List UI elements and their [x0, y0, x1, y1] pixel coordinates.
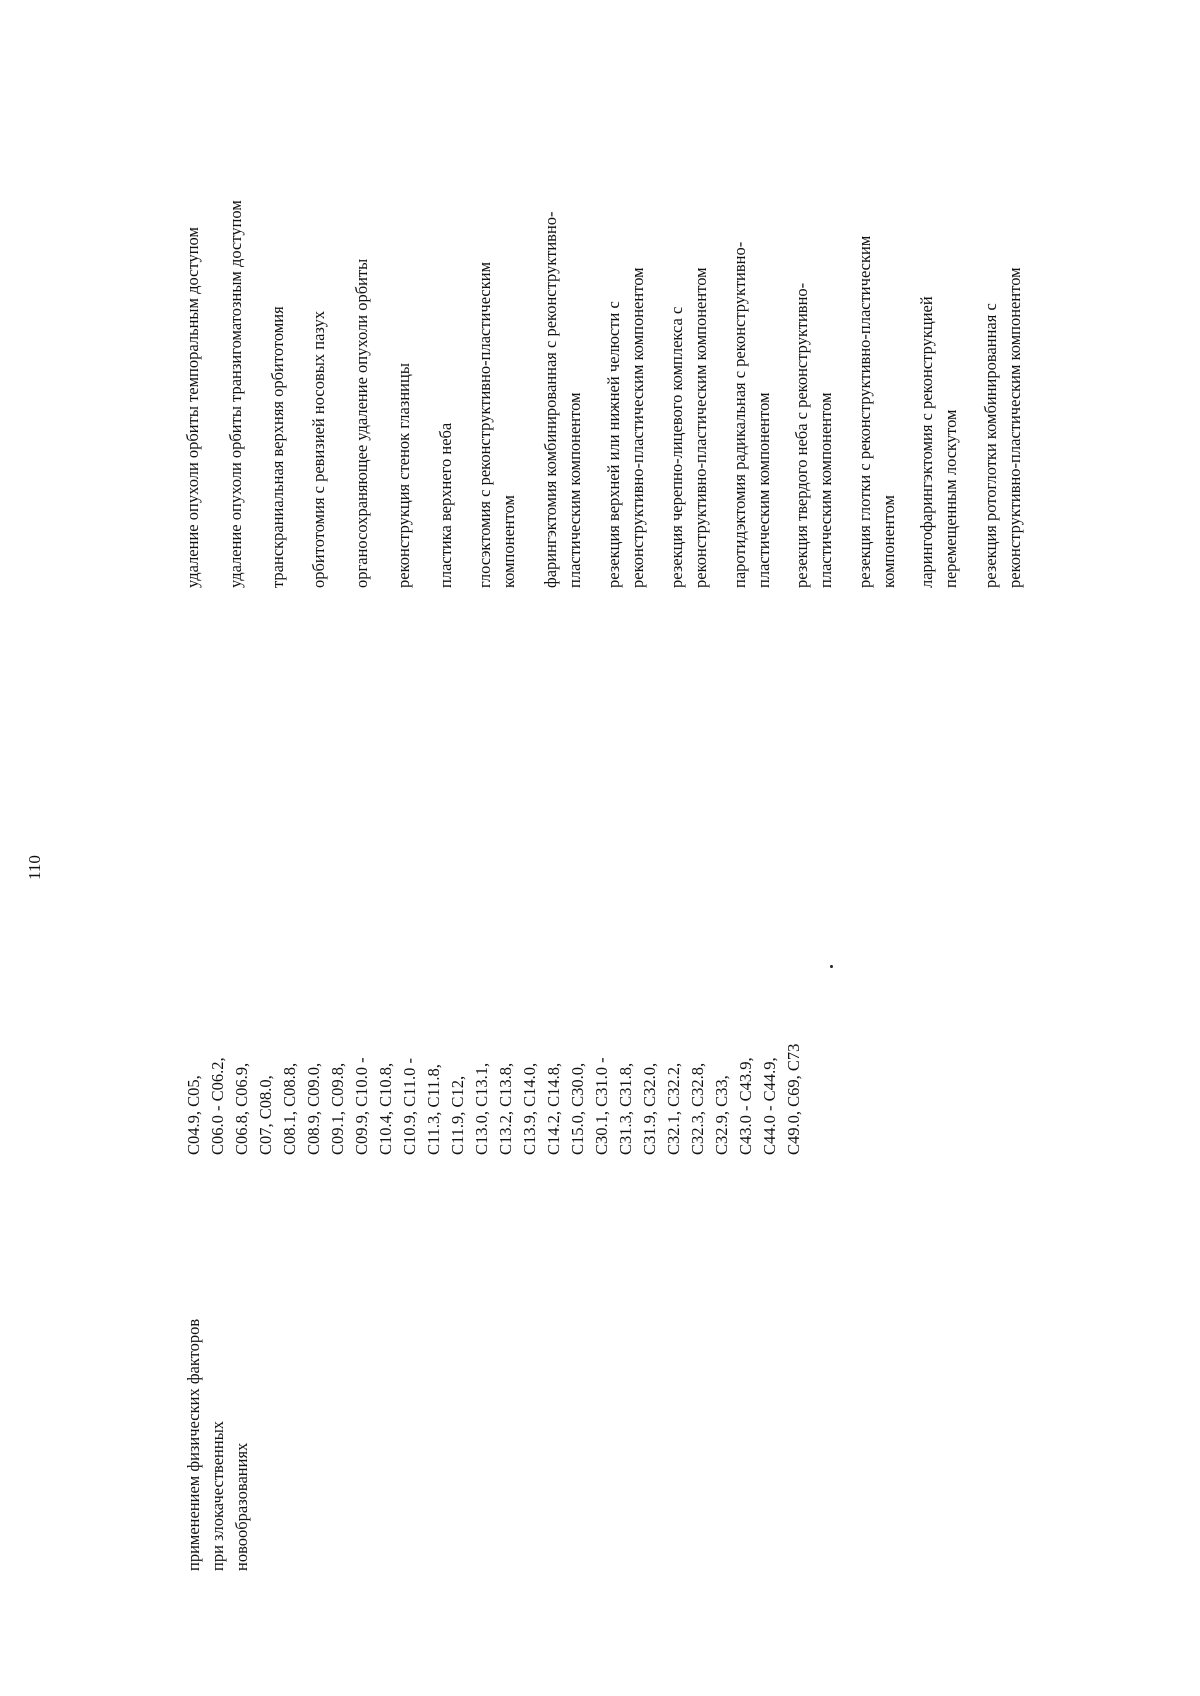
code-line: C14.2, C14.8, — [544, 1062, 563, 1155]
code-line: C11.3, C11.8, — [424, 1064, 443, 1155]
code-line: C49.0, C69, C73 — [784, 1043, 803, 1155]
procedure-line: органосохраняющее удаление опухоли орбиты — [352, 258, 371, 588]
procedure-line: компонентом — [879, 495, 898, 588]
procedure-item — [790, 283, 838, 588]
procedure-item — [266, 306, 290, 588]
code-line: C43.0 - C43.9, — [736, 1057, 755, 1155]
procedure-line: орбитотомия с ревизией носовых пазух — [309, 310, 328, 588]
procedure-line: фарингэктомия комбинированная с реконструктивно- — [541, 211, 560, 588]
procedure-line: реконструктивно-пластическим компонентом — [691, 267, 710, 588]
page-number: 110 — [25, 855, 44, 880]
procedure-line: реконструктивно-пластическим компонентом — [1005, 267, 1024, 588]
procedure-item — [979, 267, 1027, 588]
code-line: C06.8, C06.9, — [232, 1062, 251, 1155]
code-line: C10.9, C11.0 - — [400, 1057, 419, 1155]
code-line: C32.3, C32.8, — [688, 1062, 707, 1155]
code-line: C32.9, C33, — [712, 1075, 731, 1155]
procedure-line: пластика верхнего неба — [436, 422, 455, 588]
code-line: C09.9, C10.0 - — [352, 1057, 371, 1155]
procedure-line: резекция верхней или нижней челюсти с — [604, 301, 623, 588]
procedure-item — [665, 267, 713, 588]
condition-text — [182, 1319, 254, 1571]
scan-dot — [830, 965, 833, 968]
procedure-line: удаление опухоли орбиты темпоральным доступом — [183, 227, 202, 588]
code-line: C09.1, C09.8, — [328, 1062, 347, 1155]
procedure-item — [350, 259, 374, 588]
condition-line: при злокачественных — [208, 1420, 227, 1571]
procedure-item — [728, 242, 776, 588]
procedure-item — [602, 267, 650, 588]
procedure-line: пластическим компонентом — [816, 392, 835, 588]
procedure-item — [473, 262, 521, 588]
condition-line: применением физических факторов — [184, 1318, 203, 1571]
procedure-line: реконструктивно-пластическим компонентом — [628, 267, 647, 588]
icd-codes-list — [182, 1044, 806, 1155]
code-line: C31.9, C32.0, — [640, 1062, 659, 1155]
procedure-line: резекция твердого неба с реконструктивно- — [792, 282, 811, 588]
code-line: C13.9, C14.0, — [520, 1062, 539, 1155]
code-line: C06.0 - C06.2, — [208, 1057, 227, 1155]
condition-line: новообразованиях — [232, 1442, 251, 1571]
code-line: C31.3, C31.8, — [616, 1062, 635, 1155]
procedure-line: глосэктомия с реконструктивно-пластическим — [475, 261, 494, 588]
code-line: C15.0, C30.0, — [568, 1062, 587, 1155]
procedure-line: удаление опухоли орбиты транзигоматозным доступом — [226, 200, 245, 588]
procedure-item — [181, 227, 205, 588]
code-line: C32.1, C32.2, — [664, 1062, 683, 1155]
procedure-line: перемещенным лоскутом — [941, 409, 960, 588]
procedure-item — [539, 211, 587, 588]
procedure-line: реконструкция стенок глазницы — [394, 363, 413, 588]
procedure-item — [224, 200, 248, 588]
procedure-line: резекция глотки с реконструктивно-пластическим — [855, 235, 874, 588]
code-line: C13.0, C13.1, — [472, 1062, 491, 1155]
code-line: C04.9, C05, — [184, 1075, 203, 1155]
procedure-line: паротидэктомия радикальная с реконструктивно- — [730, 241, 749, 588]
procedure-line: компонентом — [499, 495, 518, 588]
code-line: C08.1, C08.8, — [280, 1062, 299, 1155]
procedure-item — [392, 363, 416, 588]
procedure-line: резекция черепно-лицевого комплекса с — [667, 306, 686, 588]
code-line: C13.2, C13.8, — [496, 1062, 515, 1155]
procedure-item — [434, 423, 458, 588]
code-line: C11.9, C12, — [448, 1075, 467, 1155]
procedure-item — [915, 296, 963, 588]
code-line: C10.4, C10.8, — [376, 1062, 395, 1155]
procedure-item — [307, 311, 331, 588]
code-line: C44.0 - C44.9, — [760, 1057, 779, 1155]
procedure-item — [853, 236, 901, 588]
procedure-line: резекция ротоглотки комбинированная с — [981, 303, 1000, 588]
code-line: C08.9, C09.0, — [304, 1062, 323, 1155]
procedure-line: пластическим компонентом — [754, 392, 773, 588]
procedure-line: ларингофарингэктомия с реконструкцией — [917, 296, 936, 588]
code-line: C07, C08.0, — [256, 1075, 275, 1155]
code-line: C30.1, C31.0 - — [592, 1057, 611, 1155]
procedure-line: транскраниальная верхняя орбитотомия — [268, 306, 287, 588]
procedure-line: пластическим компонентом — [565, 392, 584, 588]
